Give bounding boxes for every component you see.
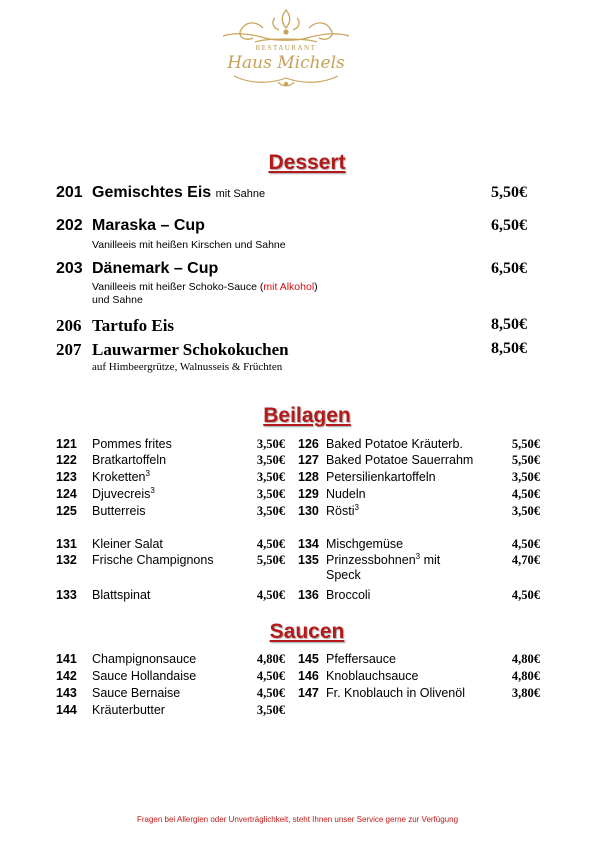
item-price: 4,50€ <box>511 487 540 501</box>
dessert-number: 203 <box>56 260 83 277</box>
item-name: Fr. Knoblauch in Olivenöl <box>326 686 465 700</box>
item-price: 3,50€ <box>511 504 540 518</box>
item-price: 4,50€ <box>511 588 540 602</box>
item-number: 121 <box>56 437 77 451</box>
item-number: 123 <box>56 470 77 484</box>
item-price: 3,50€ <box>256 470 285 484</box>
item-price: 3,50€ <box>256 453 285 467</box>
section-title-beilagen: Beilagen <box>263 404 351 427</box>
item-number: 143 <box>56 686 77 700</box>
item-price: 5,50€ <box>256 553 285 567</box>
dessert-price: 8,50€ <box>491 316 527 333</box>
dessert-price: 6,50€ <box>491 217 527 234</box>
item-price: 4,50€ <box>256 669 285 683</box>
allergy-footer-note: Fragen bei Allergien oder Unverträglichkeit, steht Ihnen unser Service gerne zur Verfügung <box>136 815 459 824</box>
item-price: 3,50€ <box>256 487 285 501</box>
dessert-sub: mit Sahne <box>215 188 266 200</box>
item-price: 3,80€ <box>511 686 540 700</box>
item-name: Baked Potatoe Kräuterb. <box>326 437 463 451</box>
item-name: Broccoli <box>326 588 371 602</box>
item-price: 4,80€ <box>256 652 285 666</box>
item-price: 4,70€ <box>511 553 540 567</box>
item-number: 127 <box>298 453 319 467</box>
dessert-name: Lauwarmer Schokokuchen <box>92 340 289 359</box>
item-name: Prinzessbohnen$^3$ mit Speck <box>326 551 441 582</box>
dessert-name: Dänemark – Cup <box>92 260 219 277</box>
item-number: 141 <box>56 652 77 666</box>
item-number: 134 <box>298 537 319 551</box>
dessert-name: Gemischtes Eis mit Sahne <box>92 184 266 201</box>
item-name: Pommes frites <box>92 437 172 451</box>
section-title-dessert: Dessert <box>268 151 346 174</box>
item-price: 4,50€ <box>511 537 540 551</box>
item-name: Frische Champignons <box>92 553 214 567</box>
logo-name: Haus Michels <box>227 53 345 73</box>
item-number: 124 <box>56 487 77 501</box>
item-number: 144 <box>56 703 77 717</box>
item-number: 126 <box>298 437 319 451</box>
item-name: Petersilienkartoffeln <box>326 470 436 484</box>
item-number: 132 <box>56 553 77 567</box>
item-number: 147 <box>298 686 319 700</box>
item-name: Sauce Hollandaise <box>92 669 197 683</box>
item-number: 135 <box>298 553 319 567</box>
item-name: Baked Potatoe Sauerrahm <box>326 453 474 467</box>
item-name: Sauce Bernaise <box>92 686 181 700</box>
item-number: 130 <box>298 504 319 518</box>
crown-ornament-icon <box>215 6 357 46</box>
item-price: 5,50€ <box>511 453 540 467</box>
item-price: 5,50€ <box>511 437 540 451</box>
dessert-description: Vanilleeis mit heißen Kirschen und Sahne <box>92 239 286 251</box>
alcohol-note: mit Alkohol <box>263 281 315 293</box>
dessert-name: Maraska – Cup <box>92 217 205 234</box>
item-number: 136 <box>298 588 319 602</box>
item-name: Knoblauchsauce <box>326 669 419 683</box>
item-name: Kräuterbutter <box>92 703 165 717</box>
item-number: 128 <box>298 470 319 484</box>
item-number: 146 <box>298 669 319 683</box>
dessert-price: 5,50€ <box>491 184 527 201</box>
item-name: Butterreis <box>92 504 146 518</box>
item-name: Nudeln <box>326 487 366 501</box>
item-name: Champignonsauce <box>92 652 197 666</box>
item-price: 3,50€ <box>256 437 285 451</box>
dessert-number: 202 <box>56 217 83 234</box>
item-number: 142 <box>56 669 77 683</box>
item-price: 4,50€ <box>256 588 285 602</box>
item-price: 4,50€ <box>256 537 285 551</box>
item-name: Kroketten$^3$ <box>92 468 150 484</box>
item-number: 122 <box>56 453 77 467</box>
item-name: Djuvecreis$^3$ <box>92 485 155 501</box>
dessert-number: 206 <box>56 316 82 335</box>
item-price: 3,50€ <box>511 470 540 484</box>
item-name: Rösti$^3$ <box>326 502 359 518</box>
item-price: 3,50€ <box>256 504 285 518</box>
bottom-ornament-icon <box>230 72 342 88</box>
item-price: 4,80€ <box>511 652 540 666</box>
item-price: 4,80€ <box>511 669 540 683</box>
item-number: 125 <box>56 504 77 518</box>
dessert-number: 207 <box>56 340 82 359</box>
item-name: Blattspinat <box>92 588 151 602</box>
item-price: 3,50€ <box>256 703 285 717</box>
dessert-number: 201 <box>56 184 83 201</box>
restaurant-logo <box>215 6 357 88</box>
dessert-price: 8,50€ <box>491 340 527 357</box>
item-number: 129 <box>298 487 319 501</box>
item-number: 131 <box>56 537 77 551</box>
dessert-price: 6,50€ <box>491 260 527 277</box>
item-number: 133 <box>56 588 77 602</box>
dessert-name: Tartufo Eis <box>92 316 175 335</box>
item-name: Kleiner Salat <box>92 537 163 551</box>
item-number: 145 <box>298 652 319 666</box>
dessert-description: auf Himbeergrütze, Walnusseis & Früchten <box>92 361 283 373</box>
item-price: 4,50€ <box>256 686 285 700</box>
item-name: Mischgemüse <box>326 537 404 551</box>
logo-subtitle: RESTAURANT <box>255 44 317 52</box>
item-name: Pfeffersauce <box>326 652 396 666</box>
dessert-description: Vanilleeis mit heißer Schoko-Sauce (mit Alkohol) und Sahne <box>92 281 318 306</box>
item-name: Bratkartoffeln <box>92 453 167 467</box>
section-title-saucen: Saucen <box>269 620 345 643</box>
